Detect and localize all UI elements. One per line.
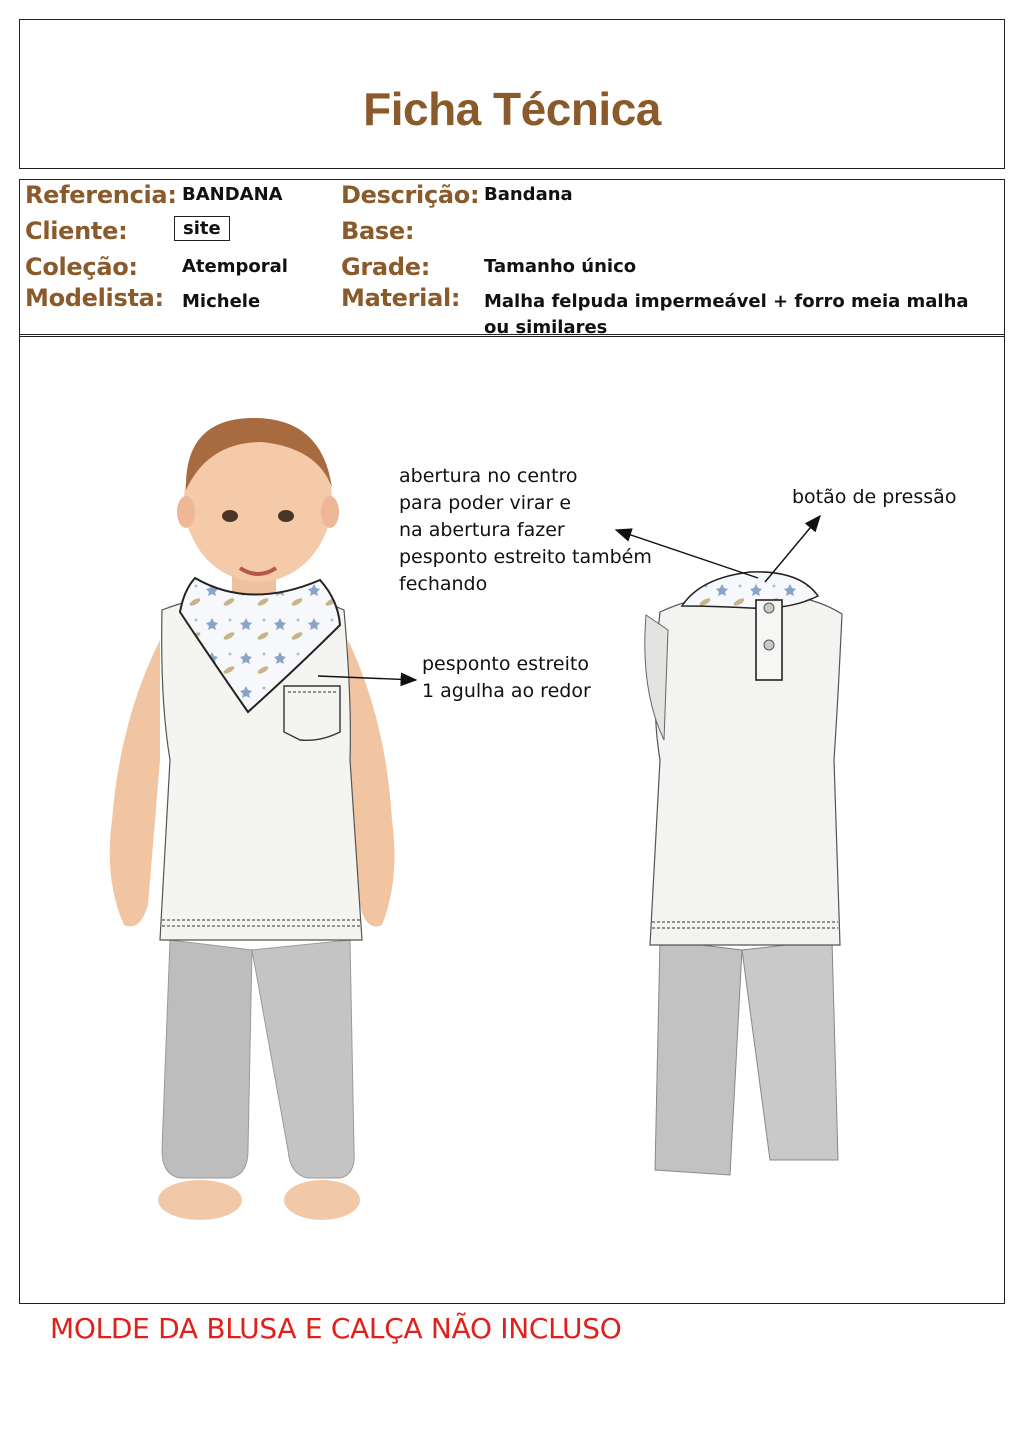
- referencia-label: Referencia:: [25, 181, 177, 209]
- snap-note-line: botão de pressão: [792, 486, 957, 508]
- material-value: Malha felpuda impermeável + forro meia malha ou similares: [484, 291, 969, 338]
- cliente-label: Cliente:: [25, 217, 128, 245]
- opening-note-line: pesponto estreito também: [399, 546, 652, 568]
- modelista-label: Modelista:: [25, 284, 164, 312]
- footer-notice: MOLDE DA BLUSA E CALÇA NÃO INCLUSO: [50, 1312, 622, 1345]
- colecao-label: Coleção:: [25, 253, 138, 281]
- referencia-value: BANDANA: [182, 184, 283, 205]
- back-view: [645, 572, 842, 1175]
- modelista-value: Michele: [182, 291, 261, 312]
- grade-label: Grade:: [341, 253, 430, 281]
- base-label: Base:: [341, 217, 415, 245]
- opening-note-line: fechando: [399, 573, 488, 595]
- opening-note-line: para poder virar e: [399, 492, 572, 514]
- snap-note: [792, 484, 956, 511]
- cliente-value: site: [174, 216, 230, 241]
- descricao-label: Descrição:: [341, 181, 480, 209]
- opening-note-line: abertura no centro: [399, 465, 578, 487]
- opening-note: [399, 463, 652, 598]
- stitch-note-line: 1 agulha ao redor: [422, 680, 591, 702]
- page-title: Ficha Técnica: [363, 83, 661, 135]
- descricao-value: Bandana: [484, 184, 573, 205]
- stitch-note: [422, 651, 591, 705]
- material-label: Material:: [341, 284, 461, 312]
- grade-value: Tamanho único: [484, 256, 637, 277]
- stitch-note-line: pesponto estreito: [422, 653, 589, 675]
- colecao-value: Atemporal: [182, 256, 288, 277]
- opening-note-line: na abertura fazer: [399, 519, 565, 541]
- front-view: [110, 418, 395, 1220]
